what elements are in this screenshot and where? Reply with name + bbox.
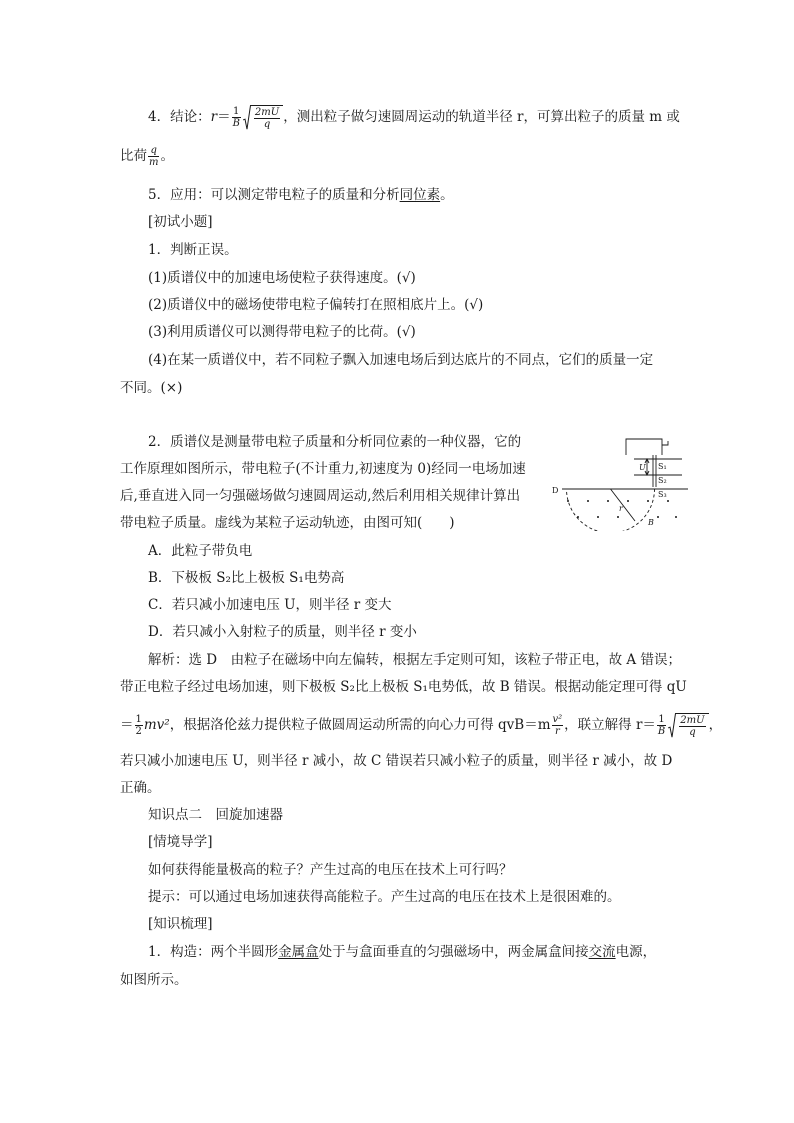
conclusion-line-2: 比荷 $\frac{q}{m}$ 。 — [120, 145, 174, 168]
analysis-line-3: ＝ $\frac{1}{2}$ mv²，根据洛伦兹力提供粒子做圆周运动所需的向心力可得 qvB＝m $\frac{\text{v²}}{r}$ ，联立解得 r＝ $\frac{1}{B}$ $\frac{2mU}{q}$ ， — [120, 714, 723, 738]
question2-line-3: 后,垂直进入同一匀强磁场做匀速圆周运动,然后利用相关规律计算出 — [120, 488, 521, 504]
construction-line: 1．构造：两个半圆形金属盒处于与盒面垂直的匀强磁场中，两金属盒间接交流电源， — [148, 944, 657, 960]
pretest-item-2: (2)质谱仪中的磁场使带电粒子偏转打在照相底片上。(√) — [148, 297, 484, 313]
option-b: B．下极板 S₂比上极板 S₁电势高 — [148, 570, 345, 586]
pretest-header: [初试小题] — [148, 214, 213, 230]
label-s1: S₁ — [658, 462, 667, 471]
pretest-question-1: 1．判断正误。 — [148, 242, 238, 258]
scenario-header: [情境导学] — [148, 834, 213, 850]
section-title: 知识点二 回旋加速器 — [148, 807, 283, 823]
analysis-line-4: 若只减小加速电压 U，则半径 r 减小，故 C 错误若只减小粒子的质量，则半径 r 减小，故 D — [120, 753, 673, 769]
option-c: C．若只减小加速电压 U，则半径 r 变大 — [148, 597, 392, 613]
sqrt-2mu-over-q: $\frac{2mU}{q}$ — [243, 105, 283, 130]
question2-line-4: 带电粒子质量。虚线为某粒子运动轨迹，由图可知( ) — [120, 515, 455, 531]
charge-mass-ratio: $\frac{q}{m}$ — [149, 145, 159, 168]
mass-spectrometer-diagram — [550, 437, 688, 531]
conclusion-label: 4．结论： — [148, 109, 211, 125]
pretest-item-4: (4)在某一质谱仪中，若不同粒子飘入加速电场后到达底片的不同点，它们的质量一定 — [148, 352, 654, 368]
sqrt-2mu-over-q-2: $\frac{2mU}{q}$ — [668, 713, 708, 738]
pretest-item-1: (1)质谱仪中的加速电场使粒子获得速度。(√) — [148, 270, 416, 286]
radical-sign-icon — [668, 713, 676, 738]
label-s2: S₂ — [658, 476, 667, 485]
option-d: D．若只减小入射粒子的质量，则半径 r 变小 — [148, 624, 417, 640]
label-b: B — [648, 518, 654, 527]
label-r: r — [619, 504, 623, 513]
fraction-v2-over-r: $\frac{\text{v²}}{r}$ — [552, 714, 563, 737]
analysis-line-1: 解析：选 D 由粒子在磁场中向左偏转，根据左手定则可知，该粒子带正电，故 A 错误； — [148, 652, 681, 668]
isotope-underlined: 同位素 — [399, 187, 441, 203]
question2-line-2: 工作原理如图所示，带电粒子(不计重力,初速度为 0)经同一电场加速 — [120, 461, 526, 477]
label-u: U — [639, 463, 646, 472]
analysis-line-5: 正确。 — [120, 780, 161, 796]
pretest-item-4-cont: 不同。(×) — [120, 380, 183, 396]
pretest-item-3: (3)利用质谱仪可以测得带电粒子的比荷。(√) — [148, 324, 416, 340]
radical-sign-icon — [243, 105, 251, 130]
application-line: 5．应用：可以测定带电粒子的质量和分析同位素。 — [148, 187, 454, 203]
scenario-hint: 提示：可以通过电场加速获得高能粒子。产生过高的电压在技术上是很困难的。 — [148, 889, 621, 905]
radius-symbol: r — [210, 109, 218, 125]
scenario-question: 如何获得能量极高的粒子？产生过高的电压在技术上可行吗？ — [148, 862, 513, 878]
fraction-one-over-b: $\frac{1}{B}$ — [232, 106, 240, 129]
label-s3: S₃ — [658, 490, 667, 499]
option-a: A．此粒子带负电 — [148, 543, 253, 559]
fraction-one-half: $\frac{1}{2}$ — [135, 714, 142, 737]
ac-underlined: 交流 — [588, 944, 616, 960]
fraction-one-over-b-2: $\frac{1}{B}$ — [657, 714, 666, 737]
particle-trajectory — [567, 489, 655, 531]
knowledge-header: [知识梳理] — [148, 916, 213, 932]
question2-line-1: 2．质谱仪是测量带电粒子质量和分析同位素的一种仪器，它的 — [148, 434, 522, 450]
metal-box-underlined: 金属盒 — [278, 944, 319, 960]
equals-sign: ＝ — [217, 109, 231, 125]
ion-source-box — [626, 439, 662, 455]
conclusion-line — [148, 105, 680, 130]
construction-line-2: 如图所示。 — [120, 972, 188, 988]
conclusion-text: ，测出粒子做匀速圆周运动的轨道半径 r，可算出粒子的质量 m 或 — [283, 109, 680, 125]
label-d: D — [552, 486, 559, 495]
analysis-line-2: 带正电粒子经过电场加速，则下极板 S₂比上极板 S₁电势低，故 B 错误。根据动能定理可得 qU — [120, 679, 687, 695]
